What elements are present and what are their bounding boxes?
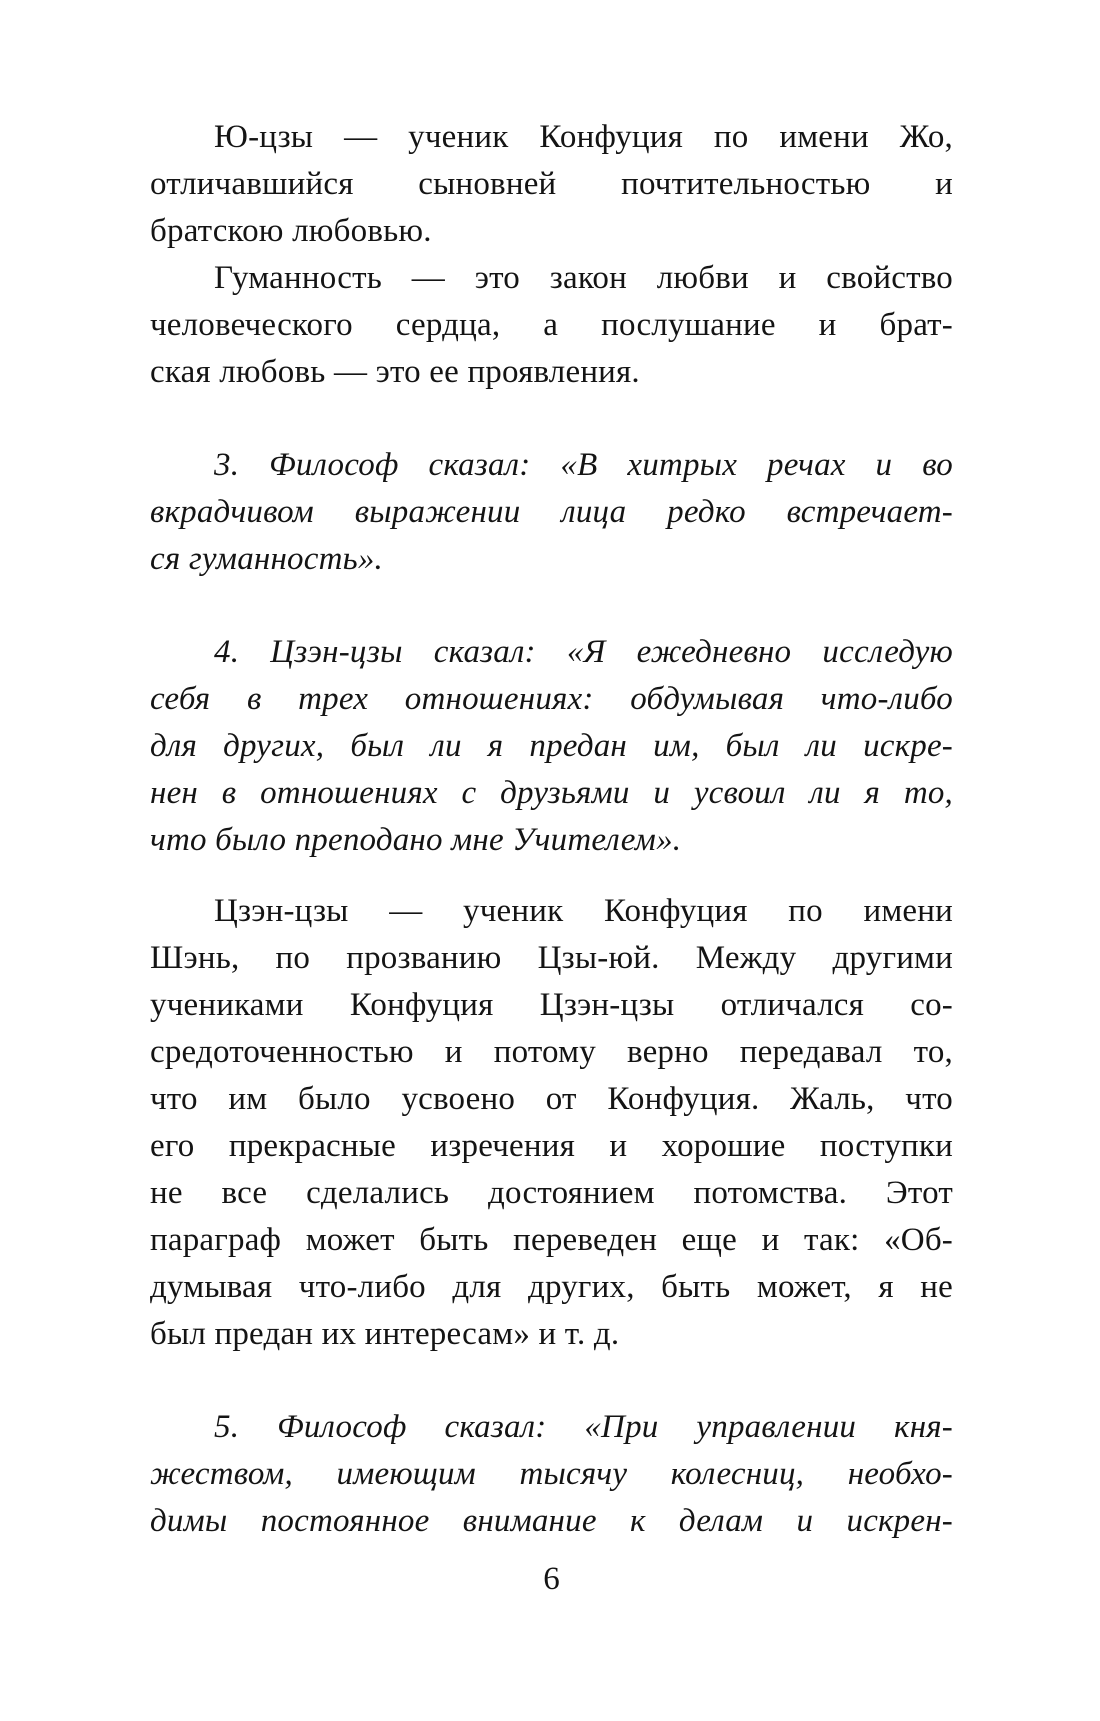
paragraph-saying-4 <box>150 629 953 864</box>
paragraph-commentary-tseng-tzu <box>150 888 953 1358</box>
text-line: 3. Философ сказал: «В хитрых речах и во <box>214 447 953 483</box>
text-line: Гуманность — это закон любви и свойство <box>214 260 953 296</box>
text-line: вкрадчивом выражении лица редко встречает- <box>150 494 953 530</box>
paragraph-saying-5 <box>150 1404 953 1545</box>
text-line: 4. Цзэн-цзы сказал: «Я ежедневно исследую <box>214 634 953 670</box>
text-line: жеством, имеющим тысячу колесниц, необхо- <box>150 1456 953 1492</box>
text-line: человеческого сердца, а послушание и брат- <box>150 307 953 343</box>
text-line: димы постоянное внимание к делам и искрен- <box>150 1503 953 1539</box>
text-line: нен в отношениях с друзьями и усвоил ли я то, <box>150 775 953 811</box>
text-line: учениками Конфуция Цзэн-цзы отличался со- <box>150 987 953 1023</box>
text-line: средоточенностью и потому верно передавал то, <box>150 1034 953 1070</box>
text-line: параграф может быть переведен еще и так: «Об- <box>150 1222 953 1258</box>
text-line: думывая что-либо для других, быть может, я не <box>150 1269 953 1305</box>
text-line: что им было усвоено от Конфуция. Жаль, что <box>150 1081 953 1117</box>
text-column <box>150 114 953 1545</box>
text-line: не все сделались достоянием потомства. Этот <box>150 1175 953 1211</box>
text-line: отличавшийся сыновней почтительностью и <box>150 166 953 202</box>
page-number: 6 <box>543 1561 560 1597</box>
text-line: Цзэн-цзы — ученик Конфуция по имени <box>214 893 953 929</box>
paragraph-saying-3 <box>150 442 953 583</box>
text-line: ская любовь — это ее проявления. <box>150 354 640 390</box>
text-line: был предан их интересам» и т. д. <box>150 1316 620 1352</box>
text-line: Шэнь, по прозванию Цзы-юй. Между другими <box>150 940 953 976</box>
text-line: себя в трех отношениях: обдумывая что-либо <box>150 681 953 717</box>
text-line: Ю-цзы — ученик Конфуция по имени Жо, <box>214 119 953 155</box>
text-line: что было преподано мне Учителем». <box>150 822 682 858</box>
text-line: 5. Философ сказал: «При управлении кня- <box>214 1409 953 1445</box>
text-line: его прекрасные изречения и хорошие поступки <box>150 1128 953 1164</box>
text-line: для других, был ли я предан им, был ли искре- <box>150 728 953 764</box>
paragraph-commentary-humanity <box>150 255 953 396</box>
text-line: ся гуманность». <box>150 541 383 577</box>
text-line: братскою любовью. <box>150 213 432 249</box>
paragraph-commentary-yu-tzu <box>150 114 953 255</box>
